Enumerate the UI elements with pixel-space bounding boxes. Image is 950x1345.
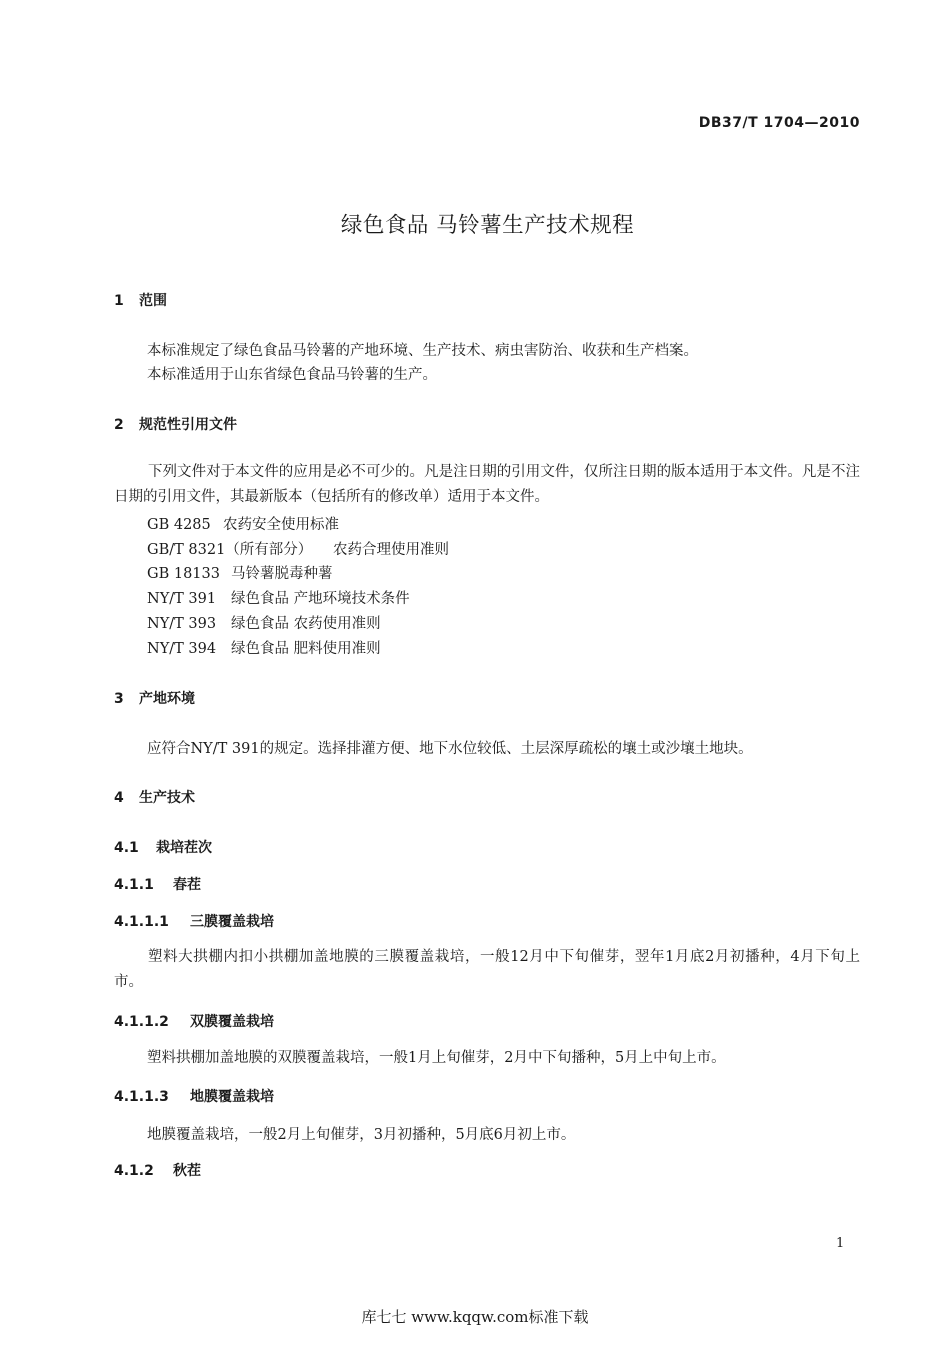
section-title: 规范性引用文件 [139, 417, 237, 433]
reference-item [147, 612, 381, 633]
section-title: 产地环境 [139, 691, 195, 707]
scope-paragraph-2: 本标准适用于山东省绿色食品马铃薯的生产。 [147, 367, 437, 383]
section-number: 4.1.2 [114, 1163, 154, 1179]
references-intro-paragraph: 下列文件对于本文件的应用是必不可少的。凡是注日期的引用文件，仅所注日期的版本适用于本文件。凡是不注日期的引用文件，其最新版本（包括所有的修改单）适用于本文件。 [114, 464, 860, 505]
section-title: 范围 [139, 293, 167, 309]
scope-paragraph-1: 本标准规定了绿色食品马铃薯的产地环境、生产技术、病虫害防治、收获和生产档案。 [147, 343, 698, 359]
section-title: 双膜覆盖栽培 [190, 1014, 274, 1030]
reference-item [147, 562, 333, 583]
reference-code: NY/T 393 [147, 616, 217, 632]
section-title: 地膜覆盖栽培 [190, 1089, 274, 1105]
reference-code: GB 18133 [147, 566, 220, 582]
reference-name: 绿色食品 农药使用准则 [231, 616, 381, 632]
section-title: 生产技术 [139, 790, 195, 806]
reference-item [147, 513, 339, 534]
footer-watermark: 库七七 www.kqqw.com标准下载 [361, 1308, 589, 1326]
section-title: 三膜覆盖栽培 [190, 914, 274, 930]
section-heading-4-1-1-2 [114, 1011, 274, 1031]
reference-code: NY/T 394 [147, 641, 217, 657]
reference-name: 农药安全使用标准 [223, 517, 339, 533]
section-heading-1 [114, 290, 167, 310]
section-number: 4.1.1 [114, 877, 154, 893]
three-film-paragraph: 塑料大拱棚内扣小拱棚加盖地膜的三膜覆盖栽培，一般12月中下旬催芽，翌年1月底2月初播种，4月下旬上市。 [114, 949, 860, 990]
section-heading-4-1-1-1 [114, 911, 274, 931]
reference-name: 农药合理使用准则 [333, 542, 449, 558]
section-heading-4 [114, 787, 195, 807]
reference-code: GB 4285 [147, 517, 211, 533]
double-film-paragraph: 塑料拱棚加盖地膜的双膜覆盖栽培，一般1月上旬催芽，2月中下旬播种，5月上中旬上市。 [147, 1050, 726, 1066]
section-heading-4-1-1 [114, 874, 201, 894]
section-number: 4.1 [114, 840, 139, 856]
page-number: 1 [836, 1236, 845, 1251]
section-heading-4-1 [114, 837, 212, 857]
section-heading-4-1-1-3 [114, 1086, 274, 1106]
standard-number: DB37/T 1704—2010 [698, 115, 860, 131]
reference-code: GB/T 8321（所有部分） [147, 542, 313, 558]
reference-name: 马铃薯脱毒种薯 [231, 566, 333, 582]
section-number: 4.1.1.1 [114, 914, 169, 930]
section-heading-4-1-2 [114, 1160, 201, 1180]
section-title: 春茬 [173, 877, 201, 893]
section-number: 2 [114, 417, 124, 433]
section-title: 秋茬 [173, 1163, 201, 1179]
environment-paragraph: 应符合NY/T 391的规定。选择排灌方便、地下水位较低、土层深厚疏松的壤土或沙壤土地块。 [147, 741, 753, 757]
section-number: 4.1.1.3 [114, 1089, 169, 1105]
reference-code: NY/T 391 [147, 591, 217, 607]
mulch-film-paragraph: 地膜覆盖栽培，一般2月上旬催芽，3月初播种，5月底6月初上市。 [147, 1127, 576, 1143]
section-number: 1 [114, 293, 124, 309]
section-number: 4 [114, 790, 124, 806]
document-title: 绿色食品 马铃薯生产技术规程 [340, 213, 635, 238]
reference-name: 绿色食品 产地环境技术条件 [231, 591, 410, 607]
reference-item [147, 637, 381, 658]
section-heading-2 [114, 414, 237, 434]
reference-name: 绿色食品 肥料使用准则 [231, 641, 381, 657]
section-number: 4.1.1.2 [114, 1014, 169, 1030]
section-heading-3 [114, 688, 195, 708]
reference-item [147, 538, 449, 559]
section-title: 栽培茬次 [156, 840, 212, 856]
section-number: 3 [114, 691, 124, 707]
reference-item [147, 587, 410, 608]
